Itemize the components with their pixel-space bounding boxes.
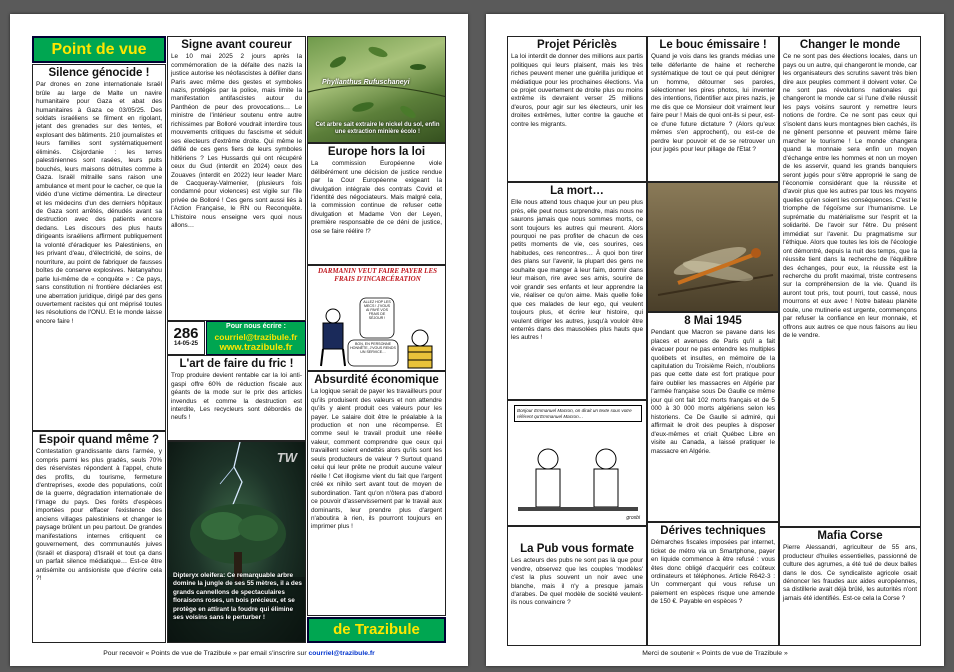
article-body: Elle nous attend tous chaque jour un peu plus près, elle peut nous surprendre, mais nous ne saurons jamais que nous sommes morts, ce sont toujours les autres qui meurent. Alors pourquoi ne pas profiter de chacun de ces petits moments de vie, ces sourires, ces habitudes, ces rencontres… À quoi bon tirer des plans sur l'avenir, la plupart des gens ne souhaite que manger à leur faim, dormir dans leur maison, rire avec ses amis, sourire de voir grandir ses enfants et leur apprendre la vie, réaliser ce qu'on aime. Mais quelle folie que ces malades de leur ego, qui veulent toujours plus, et écrire leur histoire, qui veulent diriger les autres, jusqu'à vouloir être enterrés dans des mausolées plus hauts que les autres ! [511,199,643,342]
article-europe [307,143,446,265]
cartoon-darmanin [307,265,446,371]
tree-photo [167,441,306,643]
article-derives [647,522,779,646]
article-changer [779,36,921,527]
article-8mai [647,312,779,522]
article-title: Mafia Corse [817,530,883,542]
article-espoir [32,431,166,643]
article-body: Les acteurs des pubs ne sont pas là que pour vendre, observez que les couples 'modèles' c'est la plus souvent un noir avec une blanche, mais il n'y a presque jamais d'arabes. De quel modèle de société veulent-ils nous convaincre ? [511,557,643,607]
cartoon-bubble-2: BON, EN PERSONNE HONNÊTE, J'VOUS RENDS UN SERVICE… [350,342,396,354]
tw-logo: TW [276,450,297,465]
article-body: La logique serait de payer les travailleurs pour qu'ils produisent des valeurs et non attendre qu'ils y aient produit ces valeurs pour les payer. Le salaire doit être le préalable à la production et non une récompense. Et comme seul le travail produit une réelle valeur, comment comprendre que ceux qui travaillent soient endettés alors qu'ils sont les seuls producteurs de valeur ? Surtout quand celui qui leur prête ne produit aucune valeur réelle ! Cet illogisme vient du fait que l'argent créé ex nihilo sert avant tout de moyen de subordination. Tant qu'on n'ôtera pas d'abord ce pouvoir d'asservissement par le travail aux dominants, leur prendre plus d'argent n'aboutira à rien, ils pourront toujours en imprimer plus ! [311,388,442,531]
brand-footer: de Trazibule [307,617,446,643]
article-absurdite [307,371,446,616]
article-body: Trop produire devient rentable car la loi anti-gaspi offre 60% de réduction fiscale aux géants de la mode sur le prix des articles invendus et comme la destruction est interdite, Les recycleurs sont débordés de neufs ! [171,372,302,422]
article-body: Démarches fiscales imposées par internet, ticket de métro via un Smartphone, payer en liquide commence à être refusé : vous êtes donc obligé d'acquérir ces coûteux ordinateurs et téléphones. Article R642-3 : Un commerçant qui vous refuse un paiement en espèces risque une amende de 150 €. Payable en espèces ? [651,539,775,606]
article-body: Pendant que Macron se pavane dans les places et avenues de Paris qu'il a fait évacuer pour ne pas entendre les multiples quolibets et insultes, en mémoire de la capitulation du Troisième Reich, n'oublions pas que cette date est fort pratique pour faire oublier les massacres en Algérie par l'armée française sous De Gaulle ce même jour qui ont fait 102 morts français et de 5 000 à 30 000 morts algériens selon les historiens. Ce De Gaulle si admiré, qui affirmait le droit des peuples à disposer d'eux-mêmes et criait Québec Libre en visite au Canada, a laissé pratiquer le massacre en Algérie. [651,329,775,455]
page1-footer [10,650,468,657]
article-pub [507,526,647,646]
article-body: Par drones en zone internationale Israël brûle au large de Malte un navire humanitaire pour Gaza et abat des humanitaires à Gaza ce 03/05/25. Des soldats israéliens se filment en rigolant, jetant des grenades sur des tentes, et explosant des bâtiments. 210 journalistes et leurs familles sont systématiquement éliminés. Cisjordanie : les terres palestiniennes sont rasées, leurs puits bouchés, leurs maisons détruites comme à Gaza. Israël mitraille sans raison une ambulance et ment pour le cacher, ce que la vidéo d'une victime démentira. Le directeur et les médecins d'un des derniers hôpitaux de Gaza sont arrêtés, dénudés avant sa destruction avec des patients encore dedans. Les discours des plus hauts dirigeants israéliens affirment publiquement la volonté d'éradiquer les Palestiniens, en les privant d'eau, d'électricité, de soins, de nourriture, au point de fabriquer de fausses boîtes de conserve explosives. Netanyahou parle lui-même de « conquête » : Ce pays, sans constitution ni frontière déclarées est une aberration juridique, dirigé par des gens ouvertement racistes qui ont méprisé toutes les résolutions de l'ONU. Et le monde laisse encore faire ! [36,81,162,325]
article-title: La Pub vous formate [520,543,634,555]
article-body: Pierre Alessandri, agriculteur de 55 ans, producteur d'huiles essentielles, passionné de culture des agrumes, a été tué de deux balles dans le dos. Ce syndicaliste agricole osait dénoncer les fraudes aux aides européennes, sa distillerie avait déjà brûlé, les autorités n'ont jamais été identifiés. Est-ce cela la Corse ? [783,544,917,602]
article-title: Absurdité économique [314,374,439,386]
contact-label: Pour nous écrire : [226,323,286,330]
contact-block [206,321,306,355]
article-body: Le 10 mai 2025 2 jours après la commémoration de la défaite des nazis la justice autorise les néofascistes à défiler dans Paris avec même des gestes et symboles nazis, protégés par la police, mais limite la manifestation antifascistes autour du Panthéon de peur des provocations… Le ministre de l'intérieur soutenu entre autre richissimes par Bolloré voudrait interdire tous mouvements critiques du fascisme et séduit ses électeurs d'extrême droite. Qui même le défilé de ces gens fiers de leurs symboles hitlériens ? Les Hussards qui ont récupéré ceux du Gud (interdit en 2024) ceux des Zouaves (interdit en 2022) leur leader Marc de Cacqueray-Valmenier, (plusieurs fois condamné pour violences) est vigile sur l'île privée de Bolloré ! Ces gens sont aussi liés à l'Action Française, le RN ou Reconquête. L'histoire nous enseigne vers quoi nous allons… [171,53,302,230]
article-body: Contestation grandissante dans l'armée, y compris parmi les plus gradés, seuls 70% des réservistes répondent à l'appel, chute des profits, du tourisme, fermeture d'entreprises, exode des populations, coût de la guerre, dégradation internationale de l'image du pays. Des forêts d'espèces importées pour effacer l'existence des anciens villages palestiniens et changer le paysage brûlent un peu partout. De grandes manifestations internes critiquent ce gouvernement, des communautés juives (Israël et diaspora) d'Israël et tout ça dans un parfait silence médiatique… Est-ce être antisémite ou antisioniste que d'écrire cela ?! [36,448,162,583]
plant-caption: Cet arbre sait extraire le nickel du sol, enfin une extraction minière écolo ! [315,122,440,136]
cartoon-caption: Bonjour Emmanuel Macron, on dirait un texte sous votre référent qu'Emmanuel Macron… [514,405,642,422]
article-body: Quand je vois dans les grands médias une telle déferlante de haine et recherche systématique de tout ce qui peut dénigrer un homme, détourner ses paroles, sélectionner les pires photos, lui inventer des intentions, l'identifier aux pires nazis, je me dis que ce Monsieur doit vraiment leur faire peur ! Mais de quoi ont-ils si peur, est-ce d'une future dictature ? (Alors qu'eux mêmes s'en approchent), ou est-ce de perdre leur pouvoir et de se retrouver un jour jugés pour leur pillage de l'Etat ? [651,53,775,154]
article-pericles [507,36,647,182]
article-title: Espoir quand même ? [38,434,160,446]
article-bouc [647,36,779,182]
footer-email[interactable]: courriel@trazibule.fr [308,650,375,657]
cartoon-caption: DARMANIN VEUT FAIRE PAYER LES FRAIS D'INCARCÉRATION [317,267,438,283]
contact-email[interactable]: courriel@trazibule.fr [214,331,298,342]
plant-name: Phyllanthus Rufuschaneyi [322,79,410,86]
article-signe [167,36,306,321]
article-body: Ce ne sont pas des élections locales, dans un pays ou un autre, qui changeront le monde, car les organisateurs des scrutins savent très bien dire aux peuples comment il doivent voter. Ce ne sont pas révolutions nationales qui changeront le monde car si l'une d'elle réussit les pays voisins sauront y remettre leurs notions de l'ordre. Ce ne sont pas ceux qui s'isolent dans leurs montagnes bien cachés, ils ne gênent personne et peuvent même faire marcher le tourisme ! Le monde changera quand la monnaie sera enfin un moyen d'échange entre les hommes et non un moyen de les asservir, quand les grands banquiers seront jugés pour s'être approprié le sang de l'économie considérant que la réussite et d'avoir plus que les autres par tous les moyens quelles qu'en soient les conséquences. C'est le triomphe de l'égoïsme sur l'humanisme. Le suprématie du matérialisme sur l'esprit et la solidarité. De l'avoir sur l'être. Du présent immédiat sur l'avenir. Du pragmatisme sur l'éthique. Alors que toutes les lois de l'écologie ont démontré, depuis la nuit des temps, que la réussite tient dans la recherche de l'équilibre des échanges, pour eux, la réussite est la recherche du profit maximal, triste contresens sur la compréhension de la vie. Quand ils auront tout pris, tout pourri, tout cassé, nous mourrons et eux avec ! Notre bateau planète coule, une mutinerie est urgente, commençons par refuser la confiance en leur monnaie, et offrons aux autres ce que nous faisons au lieu de le vendre. [783,53,917,340]
dragonfly-photo [647,182,779,312]
article-title: Projet Périclès [537,39,617,51]
newsletter-page-1 [10,14,468,666]
article-title: Le bouc émissaire ! [659,39,767,51]
issue-stamp [167,321,205,355]
article-title: Signe avant coureur [181,39,292,51]
cartoon-macron [507,400,647,526]
article-corse [779,527,921,646]
newsletter-page-2 [486,14,944,666]
article-title: Silence génocide ! [48,67,150,79]
plant-photo [307,36,446,143]
article-body: La commission Européenne viole délibérément une décision de justice rendue par la Cour Européenne exigeant la divulgation intégrale des contrats Covid et l'identité des négociateurs. Mais malgré cela, la commission continue de refuser cette divulgation et Madame Von der Leyen, première responsable de ce déni de justice, ose se faire réélire !? [311,160,442,235]
article-silence [32,64,166,431]
article-title: 8 Mai 1945 [684,315,742,327]
article-title: Dérives techniques [660,525,766,537]
article-mort [507,182,647,400]
tree-caption: Dipteryx oleifera: Ce remarquable arbre domine la jungle de ses 55 mètres, il a des grands cannellons de spectaculaires floraisons roses, un bois précieux, et se protège en attirant la foudre qui élimine ses voisins sans le perturber ! [173,572,302,622]
article-title: Europe hors la loi [327,146,426,158]
contact-website[interactable]: www.trazibule.fr [219,342,293,354]
article-title: La mort… [550,185,604,197]
article-title: L'art de faire du fric ! [179,358,294,370]
brand-header: Point de vue [32,36,166,63]
article-body: La loi interdit de donner des millions aux partis politiques qui leurs plaisent, mais les très riches peuvent mener une guérilla juridique et médiatique pour les prochaines élections. Via ce projet ouvertement de droite plus ou moins extrême ils devraient verser 25 millions d'euros, pour agir sur les électeurs, unir les droites extrêmes, lutter contre la gauche et contre les migrants. [511,53,643,128]
issue-number: 286 [173,325,199,342]
issue-date: 14-05-25 [173,341,199,347]
page2-footer: Merci de soutenir « Points de vue de Trazibule » [642,650,788,657]
footer-text: Pour recevoir « Points de vue de Trazibule » par email s'inscrire sur [103,650,307,657]
cartoon-signature: grosbi [626,515,640,521]
article-fric [167,355,306,441]
cartoon-bubble-1: ALLEZ HOP LES MECS ! J'VOUS AI PAYÉ VOS FRAIS DE SÉJOUR ! [363,300,391,320]
article-title: Changer le monde [799,39,901,51]
